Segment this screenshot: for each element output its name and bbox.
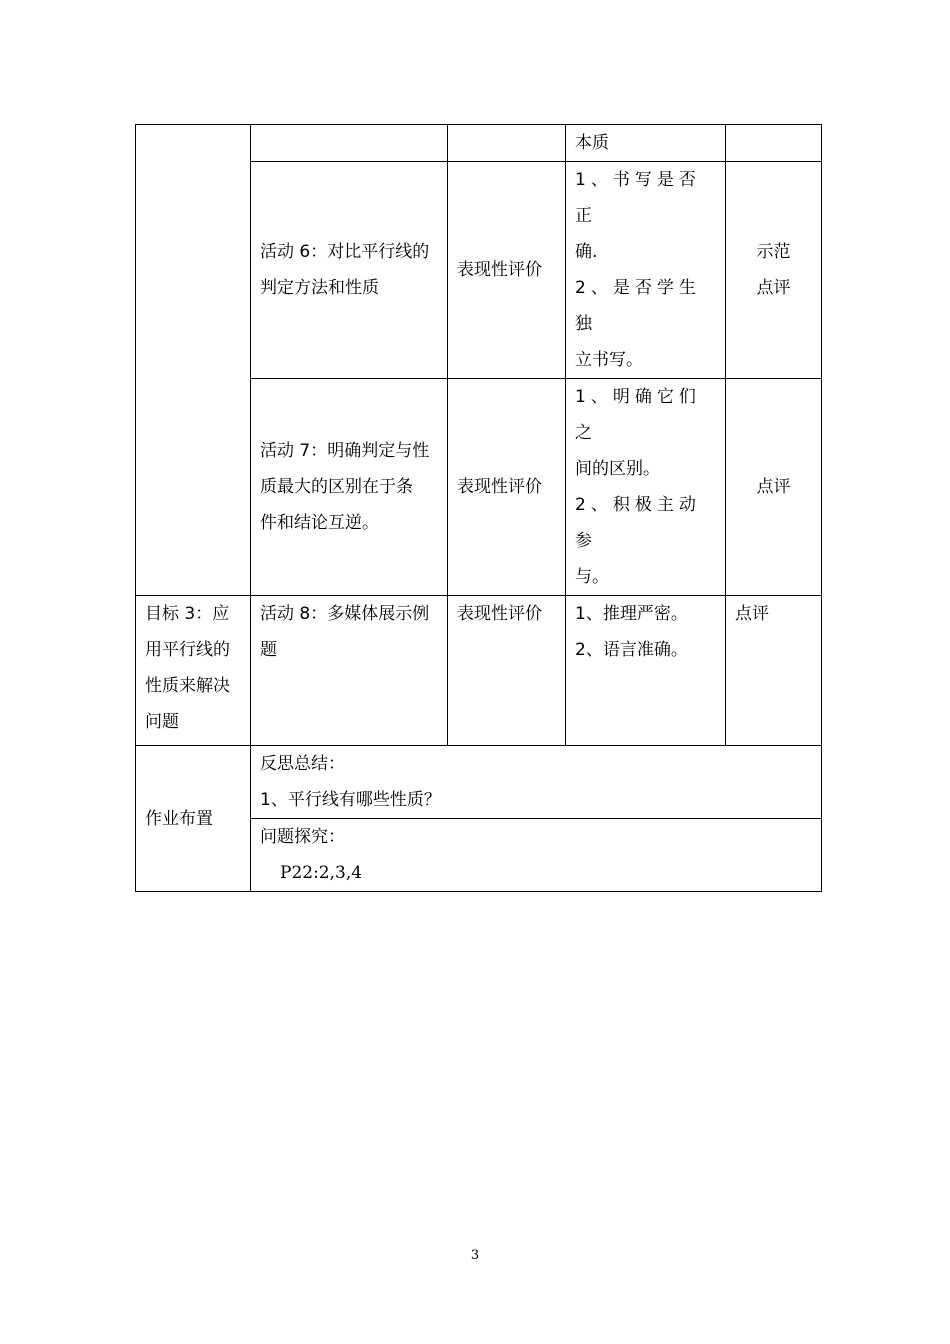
activity-cell: 活动 8：多媒体展示例 题: [251, 596, 448, 746]
goal-cell-empty: [136, 125, 251, 596]
table-row: [136, 746, 822, 819]
explore-cell: 问题探究： P22:2,3,4: [251, 819, 822, 892]
page-number: 3: [470, 1248, 480, 1263]
standard-cell: 1、推理严密。 2、语言准确。: [566, 596, 726, 746]
feedback-cell: 点评: [726, 596, 822, 746]
feedback-cell: [726, 125, 822, 162]
standard-cell: 本质: [566, 125, 726, 162]
lesson-plan-table: [135, 124, 822, 892]
feedback-cell: 示范 点评: [726, 162, 822, 379]
method-cell: [448, 125, 566, 162]
method-cell: 表现性评价: [448, 379, 566, 596]
goal-cell: 目标 3：应 用平行线的 性质来解决 问题: [136, 596, 251, 746]
method-cell: 表现性评价: [448, 596, 566, 746]
method-cell: 表现性评价: [448, 162, 566, 379]
standard-cell: 1、书写是否正 确. 2、是否学生独 立书写。: [566, 162, 726, 379]
activity-cell: [251, 125, 448, 162]
activity-cell: 活动 7：明确判定与性 质最大的区别在于条 件和结论互逆。: [251, 379, 448, 596]
table-row: [136, 125, 822, 162]
reflection-cell: 反思总结： 1、平行线有哪些性质？: [251, 746, 822, 819]
homework-label-cell: 作业布置: [136, 746, 251, 892]
activity-cell: 活动 6：对比平行线的 判定方法和性质: [251, 162, 448, 379]
standard-cell: 1、明确它们之 间的区别。 2、积极主动参 与。: [566, 379, 726, 596]
table-row: [136, 596, 822, 746]
feedback-cell: 点评: [726, 379, 822, 596]
